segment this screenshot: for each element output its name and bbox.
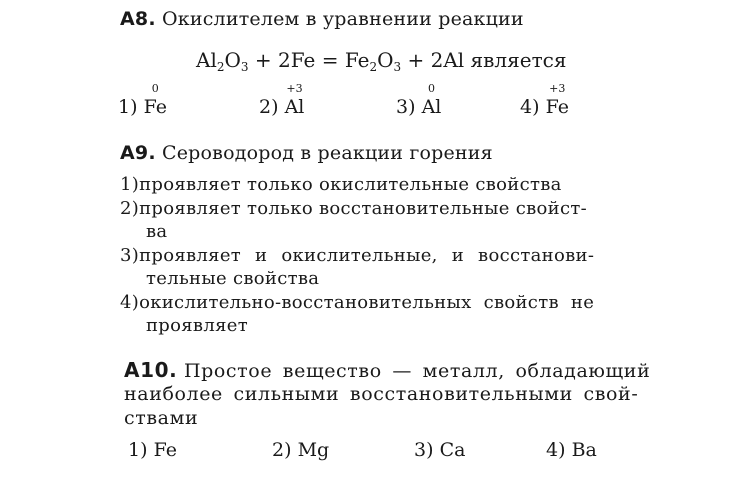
question-a10-text-continued: ствами — [124, 407, 199, 429]
eq-sub: 2 — [369, 60, 378, 74]
question-number-a10: А10. — [124, 358, 178, 382]
eq-sub: 3 — [240, 60, 249, 74]
a9-option-1[interactable] — [120, 174, 562, 195]
option-number: 3) — [396, 96, 416, 118]
eq-al: Al — [196, 48, 217, 72]
oxidation-state: 0 — [427, 82, 435, 95]
element-symbol: Fe — [143, 96, 167, 118]
option-text-continued: тельные свойства — [146, 268, 320, 289]
question-a9-header — [120, 142, 493, 164]
option-number: 4) — [546, 439, 566, 461]
a8-option-4[interactable] — [520, 82, 569, 118]
oxidation-state: +3 — [549, 82, 566, 95]
option-number: 1) — [128, 439, 148, 461]
option-text-continued: проявляет — [146, 315, 248, 336]
option-text: проявляет только окислительные свойства — [139, 174, 562, 195]
question-a10-line-2 — [124, 383, 638, 405]
option-number: 1) — [120, 174, 140, 195]
eq-middle: + 2Fe = — [248, 48, 345, 72]
question-a10-text-continued: наиболее сильными восстановительными свой- — [124, 383, 639, 405]
question-a9-text: Сероводород в реакции горения — [162, 142, 493, 164]
option-number: 3) — [120, 245, 140, 266]
option-number: 3) — [414, 439, 434, 461]
oxidation-element — [545, 82, 569, 118]
option-number: 2) — [259, 96, 279, 118]
eq-end: + 2Al — [401, 48, 465, 72]
a9-option-2[interactable] — [120, 198, 587, 219]
eq-sub: 2 — [216, 60, 225, 74]
reaction-equation — [196, 48, 566, 72]
a10-option-3[interactable] — [414, 439, 465, 461]
eq-sub: 3 — [393, 60, 402, 74]
eq-fe: Fe — [344, 48, 370, 72]
option-number: 4) — [520, 96, 540, 118]
eq-tail: является — [464, 48, 567, 72]
option-number: 2) — [272, 439, 292, 461]
option-text: Fe — [153, 439, 177, 461]
a9-option-4[interactable] — [120, 292, 594, 313]
oxidation-element — [421, 82, 442, 118]
a10-option-4[interactable] — [546, 439, 597, 461]
option-text-continued: ва — [146, 221, 168, 242]
question-number-a9: А9. — [120, 142, 156, 164]
eq-o: O — [224, 48, 241, 72]
option-text: окислительно-восстановительных свойств не — [139, 292, 595, 313]
a9-option-3[interactable] — [120, 245, 594, 266]
question-a8-header — [120, 8, 524, 30]
a10-option-2[interactable] — [272, 439, 329, 461]
oxidation-state: +3 — [286, 82, 303, 95]
a9-option-3-continuation — [146, 268, 319, 289]
option-number: 1) — [118, 96, 138, 118]
element-symbol: Fe — [545, 96, 569, 118]
option-number: 2) — [120, 198, 140, 219]
option-text: проявляет только восстановительные свойст- — [139, 198, 587, 219]
option-text: проявляет и окислительные, и восстанови- — [139, 245, 595, 266]
oxidation-element — [143, 82, 167, 118]
option-number: 4) — [120, 292, 140, 313]
element-symbol: Al — [284, 96, 305, 118]
a8-option-3[interactable] — [396, 82, 442, 118]
a8-option-2[interactable] — [259, 82, 305, 118]
option-text: Ba — [571, 439, 597, 461]
a9-option-4-continuation — [146, 315, 248, 336]
option-text: Mg — [297, 439, 330, 461]
a9-option-2-continuation — [146, 221, 167, 242]
question-a10-line-1 — [124, 358, 650, 382]
a10-option-1[interactable] — [128, 439, 177, 461]
question-a8-text: Окислителем в уравнении реакции — [162, 8, 524, 30]
option-text: Ca — [439, 439, 466, 461]
oxidation-state: 0 — [151, 82, 159, 95]
question-a10-line-3 — [124, 407, 198, 429]
eq-o: O — [377, 48, 394, 72]
oxidation-element — [284, 82, 305, 118]
question-a10-text: Простое вещество — металл, обладающий — [183, 360, 651, 382]
a8-option-1[interactable] — [118, 82, 167, 118]
element-symbol: Al — [421, 96, 442, 118]
question-number-a8: А8. — [120, 8, 156, 30]
